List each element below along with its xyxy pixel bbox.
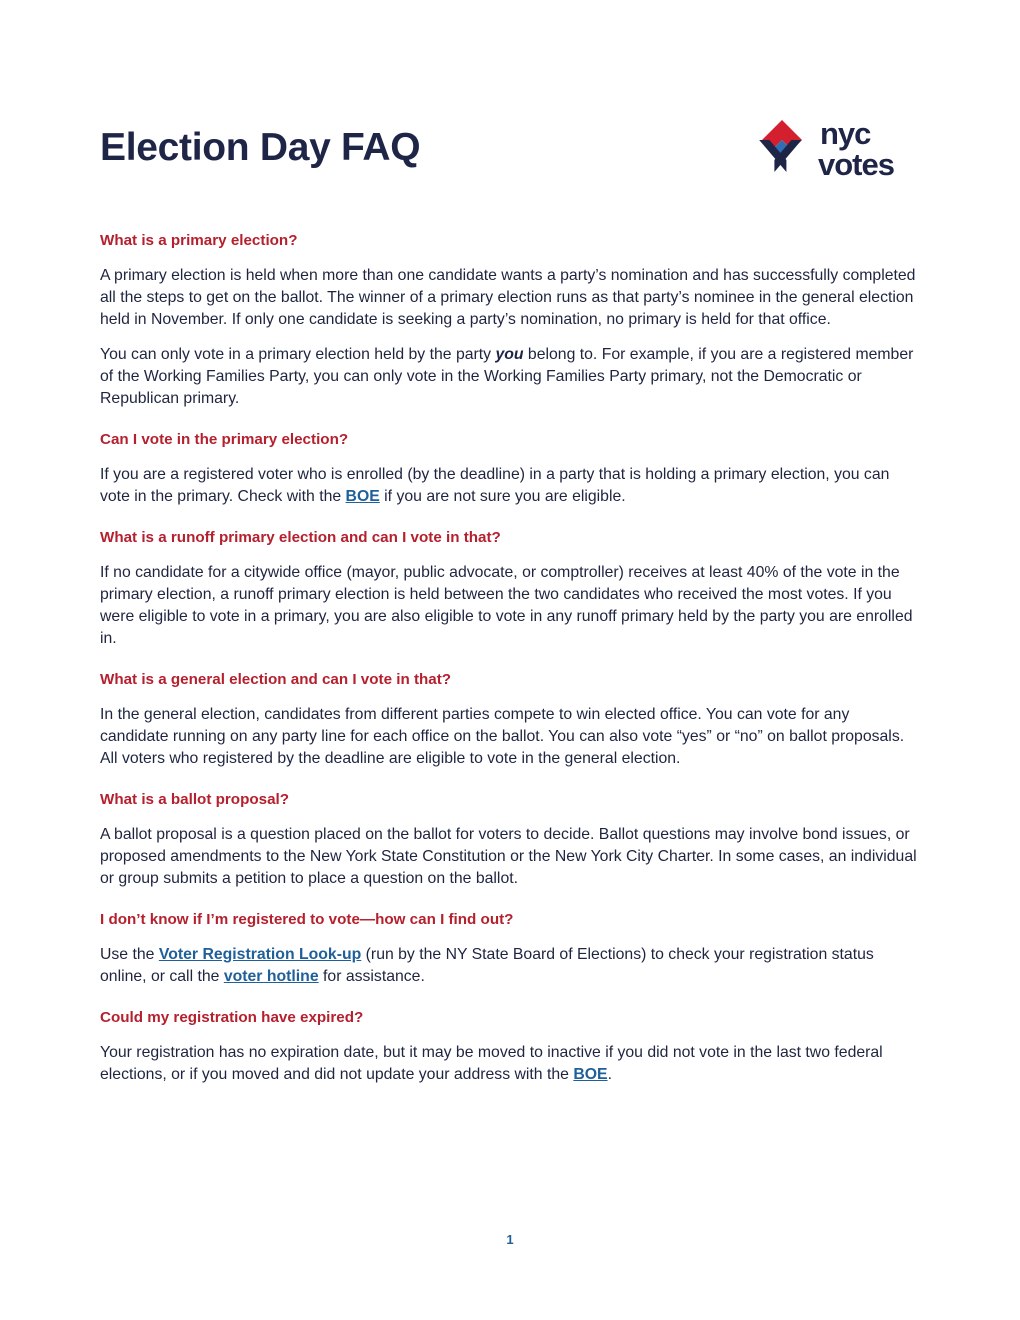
answer-link[interactable]: voter hotline bbox=[223, 968, 319, 985]
faq-answer bbox=[100, 562, 922, 650]
answer-text: (run by the NY State Board of Elections) to check your registration status online, or call the bbox=[100, 946, 874, 985]
faq-answer bbox=[100, 824, 922, 890]
answer-text: if you are not sure you are eligible. bbox=[379, 488, 626, 505]
answer-text: A ballot proposal is a question placed on the ballot for voters to decide. Ballot questions may involve bond issues, or proposed amendments to the New York State Constitution or the New York City Charter. In some cases, an individual or group submits a petition to place a question on the ballot. bbox=[100, 826, 917, 887]
nyc-votes-logo bbox=[758, 116, 924, 180]
answer-text: If you are a registered voter who is enrolled (by the deadline) in a party that is holding a primary election, you can vote in the primary. Check with the bbox=[100, 466, 890, 505]
faq-question: Could my registration have expired? bbox=[100, 1009, 364, 1026]
faq-answer bbox=[100, 944, 922, 988]
answer-text: belong to. For example, if you are a registered member of the Working Families Party, you can only vote in the Working Families Party primary, not the Democratic or Republican primary. bbox=[100, 346, 914, 407]
answer-link[interactable]: BOE bbox=[345, 488, 380, 505]
faq-answer bbox=[100, 265, 922, 331]
answer-link[interactable]: Voter Registration Look-up bbox=[158, 946, 362, 963]
faq-question: What is a primary election? bbox=[100, 232, 298, 249]
answer-text: for assistance. bbox=[318, 968, 425, 985]
answer-link[interactable]: BOE bbox=[573, 1066, 608, 1083]
answer-text: You can only vote in a primary election held by the party bbox=[100, 346, 496, 363]
faq-item bbox=[100, 430, 922, 508]
faq-question: Can I vote in the primary election? bbox=[100, 431, 349, 448]
page-number: 1 bbox=[506, 1232, 514, 1247]
faq-item bbox=[100, 790, 922, 890]
diamond-logo-icon bbox=[759, 120, 802, 172]
logo-line-1: nyc bbox=[820, 116, 871, 151]
page-title: Election Day FAQ bbox=[100, 126, 421, 169]
answer-text: Use the bbox=[100, 946, 159, 963]
answer-text: Your registration has no expiration date, but it may be moved to inactive if you did not vote in the last two federal elections, or if you moved and did not update your address with the bbox=[100, 1044, 883, 1083]
logo-line-2: votes bbox=[818, 147, 894, 180]
faq-item bbox=[100, 528, 922, 650]
faq-question: I don’t know if I’m registered to vote—how can I find out? bbox=[100, 911, 514, 928]
faq-answer bbox=[100, 464, 922, 508]
answer-text: If no candidate for a citywide office (mayor, public advocate, or comptroller) receives at least 40% of the vote in the primary election, a runoff primary election is held between the two candidates who received the most votes. If you were eligible to vote in a primary, you are also eligible to vote in any runoff primary held by the party you are enrolled in. bbox=[100, 564, 913, 647]
faq-item bbox=[100, 1008, 922, 1086]
faq-question: What is a ballot proposal? bbox=[100, 791, 290, 808]
faq-question: What is a runoff primary election and can I vote in that? bbox=[100, 529, 501, 546]
faq-item bbox=[100, 910, 922, 988]
faq-answer bbox=[100, 1042, 922, 1086]
faq-item bbox=[100, 670, 922, 770]
answer-text: . bbox=[607, 1066, 612, 1083]
faq-list bbox=[100, 231, 922, 1099]
faq-answer bbox=[100, 344, 922, 410]
faq-question: What is a general election and can I vote in that? bbox=[100, 671, 452, 688]
emphasis-text: you bbox=[495, 346, 524, 363]
faq-item bbox=[100, 231, 922, 410]
answer-text: A primary election is held when more than one candidate wants a party’s nomination and has successfully completed all the steps to get on the ballot. The winner of a primary election runs as that party’s nominee in the general election held in November. If only one candidate is seeking a party’s nomination, no primary is held for that office. bbox=[100, 267, 916, 328]
faq-answer bbox=[100, 704, 922, 770]
answer-text: In the general election, candidates from different parties compete to win elected office. You can vote for any candidate running on any party line for each office on the ballot. You can also vote “yes” or “no” on ballot proposals. All voters who registered by the deadline are eligible to vote in the general election. bbox=[100, 706, 905, 767]
